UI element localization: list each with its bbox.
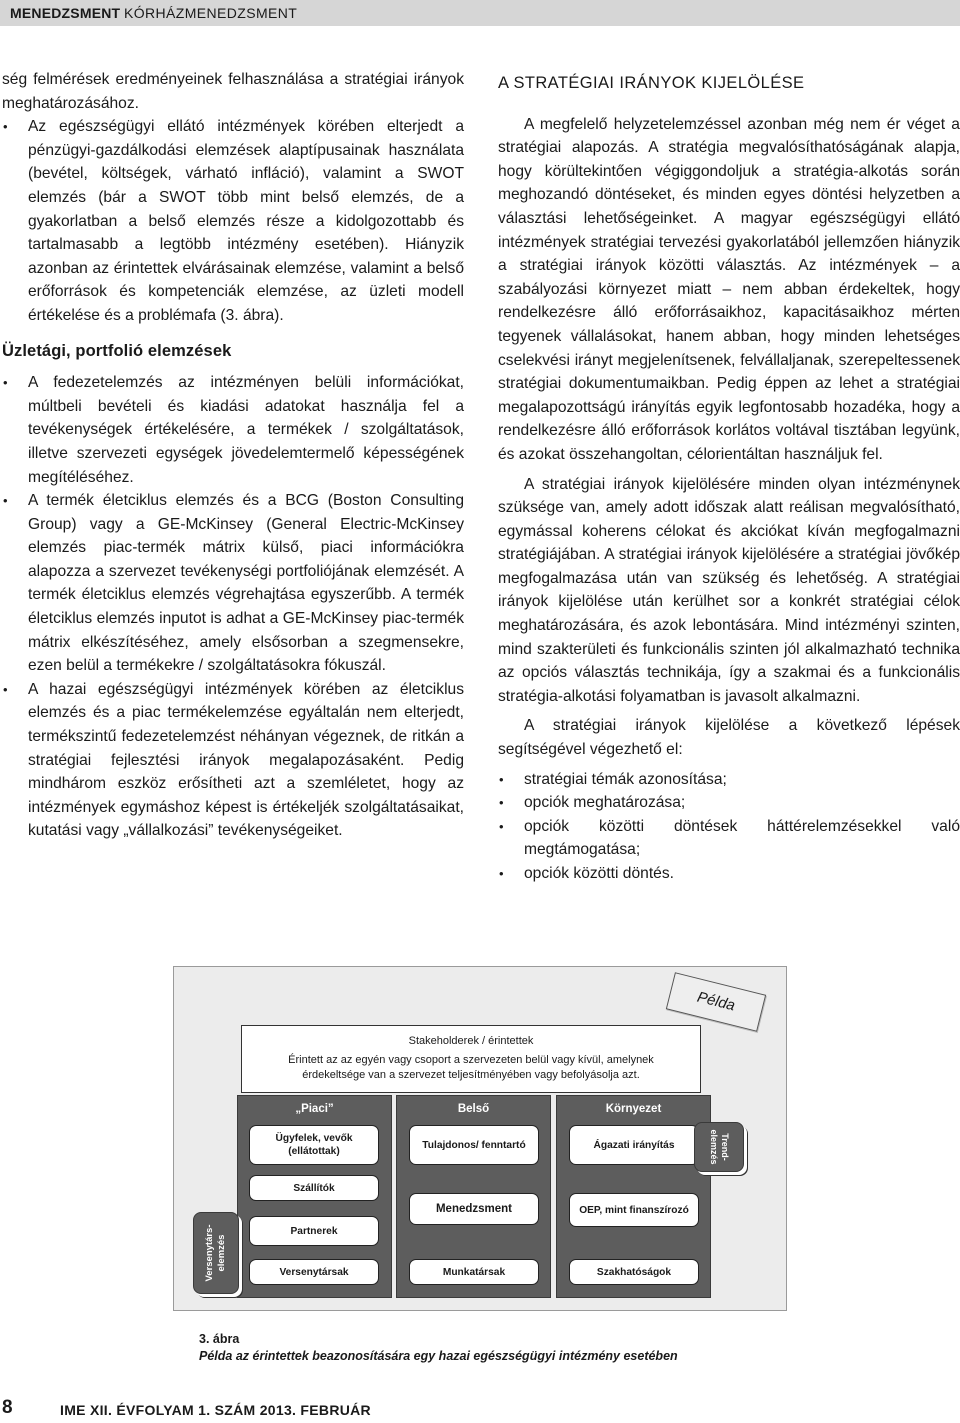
section-heading: A STRATÉGIAI IRÁNYOK KIJELÖLÉSE xyxy=(498,74,805,92)
description-line: érdekeltsége van a szervezet teljesítményében vagy befolyásolja azt. xyxy=(302,1069,640,1081)
column-title: Belső xyxy=(457,1103,490,1115)
tab-label: Versenytárs-elemzés xyxy=(204,1224,227,1282)
example-badge: Példa xyxy=(666,972,766,1032)
stakeholder-box: Szállítók xyxy=(249,1175,379,1201)
list-item: • opciók közötti döntések háttérelemzésekkel való megtámogatása; xyxy=(498,815,960,862)
column-title: Környezet xyxy=(605,1103,662,1115)
description-line: Érintett az az egyén vagy csoport a szervezeten belül vagy kívül, amelynek xyxy=(288,1054,654,1066)
tab-label: Trend-elemzés xyxy=(709,1129,730,1165)
subsection-label: KÓRHÁZMENEDZSMENT xyxy=(124,5,298,21)
list-item: • A hazai egészségügyi intézmények körében az életciklus elemzés és a piac termékelemzése egyáltalán nem elterjedt, termékszintű fedezetelemzést néhányan végeznek, de ritkán a stratégiai fejlesztési irányok megalapozásaként. Pedig mindhárom eszköz erősítheti azt a szemléletet, hogy az intézmények egymáshoz képest is értékeljék szolgáltatásaikat, kutatási vagy „vállalkozási” tevékenységeiket. xyxy=(2,678,464,843)
stakeholders-title: Stakeholderek / érintettek xyxy=(408,1035,534,1047)
bullet-list xyxy=(498,768,960,886)
stakeholders-description xyxy=(242,1053,700,1083)
paragraph: A stratégiai irányok kijelölése a következő lépések segítségével végezhető el: xyxy=(498,717,960,759)
list-item: • A fedezetelemzés az intézményen belüli információkat, múltbeli bevételi és kiadási adatokat használja fel a tevékenységek értékelésére, a termékek / szolgáltatások, illetve szervezeti egységek jövedelemtermelő képességének megítéléséhez. xyxy=(2,371,464,489)
section-heading: Üzletági, portfolió elemzések xyxy=(2,341,232,360)
stakeholder-box: Munkatársak xyxy=(409,1259,539,1285)
list-item: • A termék életciklus elemzés és a BCG (Boston Consulting Group) vagy a GE-McKinsey (General Electric-McKinsey elemzés piac-termék mátrix külső, piaci információkra alapozza a szervezet tevékenységi portfoliójának elemzését. A termék életciklus elemzés végrehajtása egyszerűbb. A termék életciklus elemzés inputot is adhat a GE-McKinsey piac-termék mátrix elkészítéséhez, amely elsősorban a szegmensekre, ezen belül a termékekre / szolgáltatásokra fókuszál. xyxy=(2,489,464,678)
bullet-list xyxy=(2,115,464,327)
figure-number: 3. ábra xyxy=(199,1332,240,1346)
left-column xyxy=(2,68,464,843)
right-column xyxy=(498,68,960,886)
list-item: • stratégiai témák azonosítása; xyxy=(498,768,960,792)
list-item: • opciók meghatározása; xyxy=(498,791,960,815)
trend-analysis-tab xyxy=(694,1122,744,1172)
journal-info: IME XII. ÉVFOLYAM 1. SZÁM 2013. FEBRUÁR xyxy=(60,1402,371,1418)
paragraph: ség felmérések eredményeinek felhasználása a stratégiai irányok meghatározásához. xyxy=(2,71,464,112)
stakeholder-box: OEP, mint finanszírozó xyxy=(569,1193,699,1227)
stakeholder-box: Menedzsment xyxy=(409,1193,539,1225)
stakeholder-box: Partnerek xyxy=(249,1216,379,1246)
stakeholder-box: Szakhatóságok xyxy=(569,1259,699,1285)
competitor-analysis-tab xyxy=(193,1212,239,1294)
paragraph: A stratégiai irányok kijelölésére minden olyan intézménynek szüksége van, amely adott időszak alatt reálisan megvalósítható, egymással koherens célokat és akciókat kíván megfogalmazni stratégiájában. A stratégiai irányok kijelölésére a stratégiai jövőkép megfogalmazása után van szükség és lehetőség. A stratégiai irányok kijelölése után kerülhet sor a konkrét stratégiai célok meghatározására, és azok lebontására. Mind intézményi szinten, mind szakterületi és funkcionális szinten jól alkalmazható technika az opciós választás technikája, így a szakmai és a funkcionális stratégia-alkotási folyamatban is javasolt alkalmazni. xyxy=(498,475,960,705)
stakeholder-box: Versenytársak xyxy=(249,1259,379,1285)
caption-text: Példa az érintettek beazonosítására egy hazai egészségügyi intézmény esetében xyxy=(199,1349,678,1363)
stakeholder-box: Tulajdonos/ fenntartó xyxy=(409,1125,539,1165)
column-title: „Piaci” xyxy=(295,1103,334,1115)
list-item: • opciók közötti döntés. xyxy=(498,862,960,886)
page-number: 8 xyxy=(2,1397,13,1418)
paragraph: A megfelelő helyzetelemzéssel azonban még nem ér véget a stratégiai alapozás. A stratégia megvalósíthatóságának alapja, hogy körültekintően végiggondoljuk a stratégia-alkotás során meghozandó döntéseket, és minden egyes döntési helyzetben a választási lehetőségeinket. A magyar egészségügyi ellátó intézmények stratégiai tervezési gyakorlatából jellemzően hiányzik a stratégiai irányok közötti választás. Az intézmények – a szabályozási környezet miatt – nem abban érdekeltek, hogy rendelkezésre álló erőforrásaikhoz, kapacitásaikhoz mérten tegyenek vállalásokat, hanem abban, hogy minden lehetséges cselekvési irányt megjelenítsenek, felvállaljanak, szerepeltessenek stratégiai dokumentumaikban. Pedig éppen az lehet a stratégiai megalapozottságú irányítás egyik legfontosabb hozadéka, hogy a rendelkezésre álló erőforrások korlátos voltával tisztában legyünk, és azokat összehangoltan, célorientáltan használjuk fel. xyxy=(498,115,960,463)
figure-caption xyxy=(199,1331,678,1365)
running-header xyxy=(0,0,960,26)
stakeholder-box: Ügyfelek, vevők (ellátottak) xyxy=(249,1125,379,1165)
list-item: • Az egészségügyi ellátó intézmények körében elterjedt a pénzügyi-gazdálkodási elemzések alaptípusainak használata (bevétel, költségek, várható infláció), valamint a SWOT elemzés (bár a SWOT több mint belső elemzés, de a gyakorlatban a belső elemzés része a kidolgozottabb és tartalmasabb a legtöbb intézmény esetében). Hiányzik azonban az érintettek elvárásainak elemzése, valamint a belső erőforrások és kompetenciák elemzése, az üzleti modell értékelése és a problémafa (3. ábra). xyxy=(2,115,464,327)
bullet-list xyxy=(2,371,464,843)
stakeholders-box xyxy=(241,1025,701,1093)
section-label: MENEDZSMENT xyxy=(10,5,121,21)
stakeholder-box: Ágazati irányítás xyxy=(569,1125,699,1165)
